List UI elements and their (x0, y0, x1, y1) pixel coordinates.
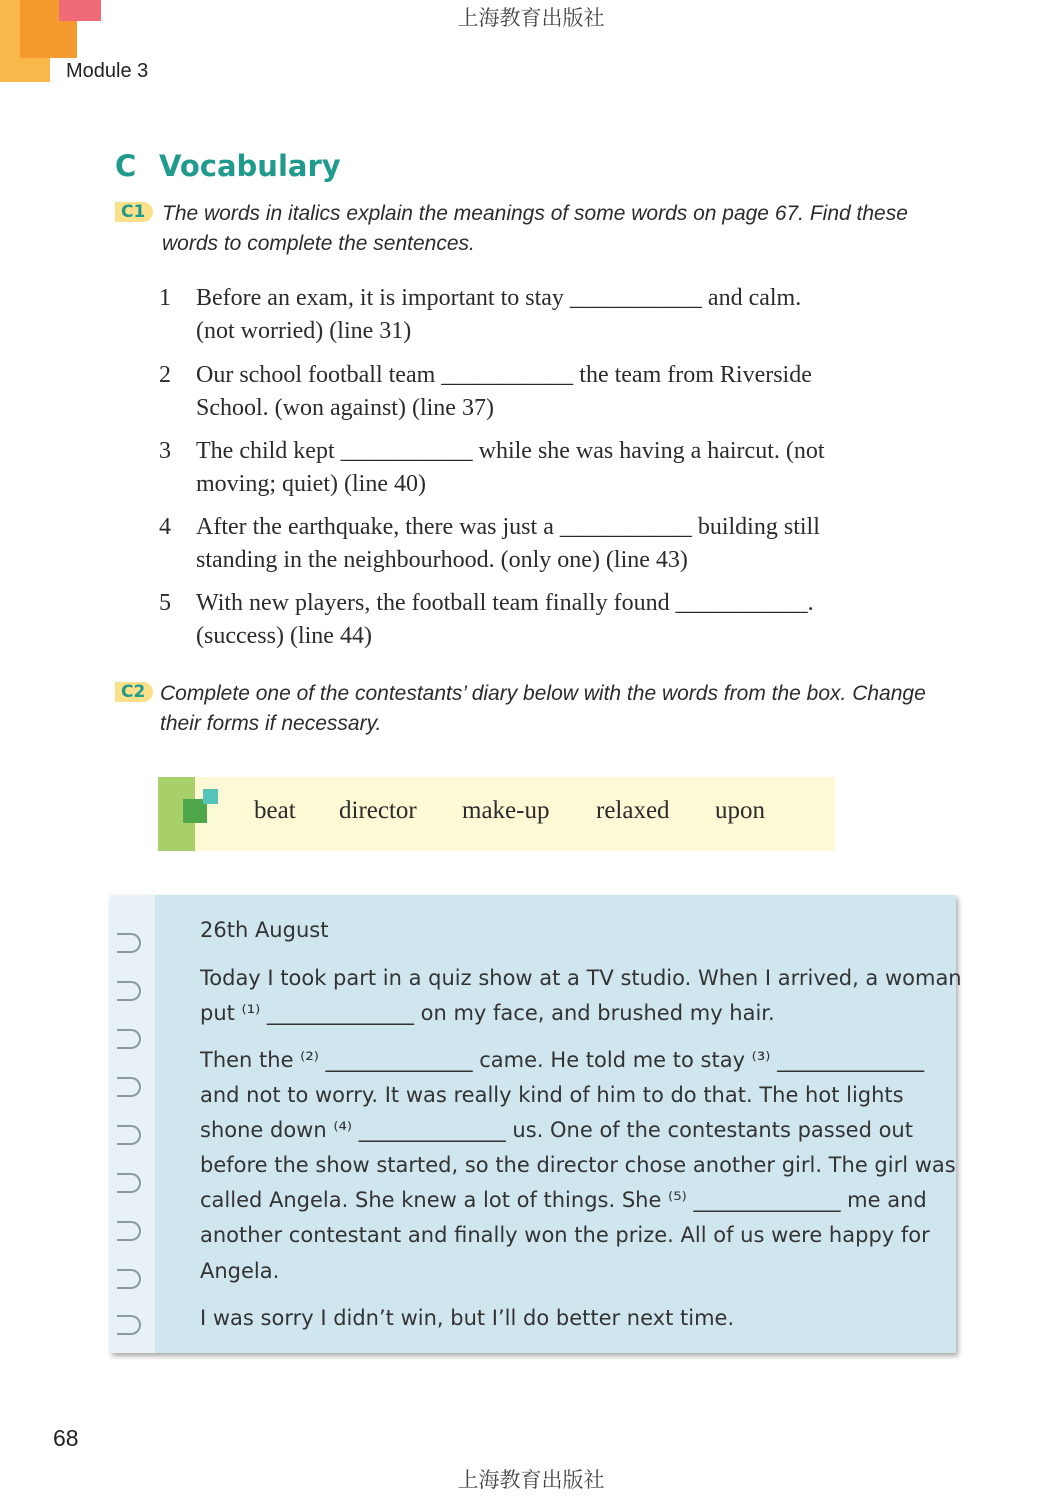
binder-ring-icon (117, 1029, 141, 1049)
binder-ring-icon (117, 1125, 141, 1145)
binder-ring-icon (117, 1221, 141, 1241)
word-box-square-icon (203, 789, 218, 804)
item-number: 4 (159, 514, 171, 540)
section-title: Vocabulary (159, 149, 341, 183)
module-label: Module 3 (66, 60, 149, 82)
item-line1[interactable]: After the earthquake, there was just a ___________ building still (196, 514, 820, 540)
c1-instruction (162, 199, 962, 259)
item-line2: moving; quiet) (line 40) (196, 471, 426, 497)
item-number: 2 (159, 362, 171, 388)
binder-ring-icon (117, 981, 141, 1001)
section-letter: C (115, 149, 137, 183)
binder-ring-icon (117, 1077, 141, 1097)
item-line1[interactable]: With new players, the football team finally found ___________. (196, 590, 814, 616)
binder-ring-icon (117, 1173, 141, 1193)
word-option: make-up (462, 797, 550, 824)
c2-instruction-line1: Complete one of the contestants’ diary below with the words from the box. Change (160, 682, 926, 705)
diary-line[interactable]: called Angela. She knew a lot of things. She ⁽⁵⁾ ______________ me and (200, 1188, 927, 1212)
page-number: 68 (53, 1425, 79, 1451)
binder-ring-icon (117, 933, 141, 953)
c2-instruction (160, 679, 980, 739)
diary-line: Today I took part in a quiz show at a TV studio. When I arrived, a woman (200, 966, 962, 990)
diary-line: another contestant and finally won the prize. All of us were happy for (200, 1223, 930, 1247)
binder-ring-icon (117, 1315, 141, 1335)
diary-line: Angela. (200, 1259, 280, 1283)
exercise-badge-c1: C1 (115, 202, 153, 222)
binder-ring-icon (117, 1269, 141, 1289)
item-line1[interactable]: Our school football team ___________ the team from Riverside (196, 362, 812, 388)
diary-line: I was sorry I didn’t win, but I’ll do better next time. (200, 1306, 735, 1330)
item-line2: (success) (line 44) (196, 623, 372, 649)
item-line1[interactable]: Before an exam, it is important to stay ___________ and calm. (196, 285, 802, 311)
diary-line[interactable]: put ⁽¹⁾ ______________ on my face, and brushed my hair. (200, 1001, 775, 1025)
word-option: beat (254, 797, 296, 824)
diary-line[interactable]: shone down ⁽⁴⁾ ______________ us. One of the contestants passed out (200, 1118, 913, 1142)
word-option: relaxed (596, 797, 670, 824)
c1-instruction-line2: words to complete the sentences. (162, 232, 475, 255)
item-number: 3 (159, 438, 171, 464)
word-option: upon (715, 797, 765, 824)
publisher-header: 上海教育出版社 (457, 6, 605, 30)
item-line1[interactable]: The child kept ___________ while she was having a haircut. (not (196, 438, 825, 464)
item-line2: standing in the neighbourhood. (only one) (line 43) (196, 547, 688, 573)
exercise-badge-c2: C2 (115, 682, 153, 702)
diary-line[interactable]: Then the ⁽²⁾ ______________ came. He told me to stay ⁽³⁾ ______________ (200, 1048, 925, 1072)
item-number: 5 (159, 590, 171, 616)
c1-instruction-line1: The words in italics explain the meanings of some words on page 67. Find these (162, 202, 908, 225)
c2-instruction-line2: their forms if necessary. (160, 712, 382, 735)
publisher-footer: 上海教育出版社 (457, 1468, 605, 1492)
diary-date: 26th August (200, 918, 329, 942)
item-line2: (not worried) (line 31) (196, 318, 412, 344)
diary-line: before the show started, so the director chose another girl. The girl was (200, 1153, 956, 1177)
item-line2: School. (won against) (line 37) (196, 395, 494, 421)
word-option: director (339, 797, 417, 824)
diary-line: and not to worry. It was really kind of him to do that. The hot lights (200, 1083, 904, 1107)
item-number: 1 (159, 285, 171, 311)
